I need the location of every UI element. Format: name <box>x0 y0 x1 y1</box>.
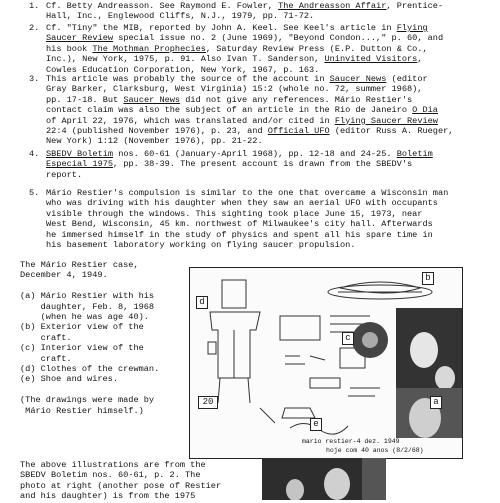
photo-caption-2: hoje com 40 anos (8/2/68) <box>326 447 424 454</box>
text-line: pp. 17-18. But Saucer News did not give any references. Mário Restier's <box>46 94 413 105</box>
text-line: Especial 1975, pp. 38-39. The present account is drawn from the SBEDV's <box>46 159 413 170</box>
text-line: West Bend, Wisconsin, 45 km. northwest of Milwaukee's city hall. Afterwards <box>46 219 433 230</box>
text-line: This article was probably the source of the account in Saucer News (editor <box>46 74 428 84</box>
footnote-text <box>46 23 469 75</box>
footnote-number: 5. <box>29 188 40 198</box>
caption-line: The above illustrations are from the <box>20 460 206 470</box>
drawings-svg <box>190 268 462 458</box>
page-number-label: 20 <box>198 396 218 409</box>
footnote-number: 2. <box>29 23 40 33</box>
caption-line: December 4, 1949. <box>20 270 108 281</box>
footnote <box>29 1 469 22</box>
caption-line: craft. <box>20 332 72 343</box>
second-photo-svg <box>262 458 386 500</box>
footnote <box>29 74 469 147</box>
text-line: of April 22, 1976, which was translated and/or cited in Flying Saucer Review <box>46 115 438 126</box>
caption-line: (e) Shoe and wires. <box>20 374 118 385</box>
footnote-text <box>46 1 469 22</box>
caption-line: Mário Restier himself.) <box>20 405 144 416</box>
text-line: SBEDV Boletim nos. 60-61 (January-April 1968), pp. 12-18 and 24-25. Boletim <box>46 149 433 159</box>
caption-line: SBEDV Boletim nos. 60-61, p. 2. The <box>20 470 201 481</box>
second-photo <box>262 458 386 500</box>
footnote <box>29 149 469 180</box>
machine-drawing <box>352 322 388 358</box>
caption-line: (a) Mário Restier with his <box>20 291 155 302</box>
caption-line: (c) Interior view of the <box>20 343 144 354</box>
footnote <box>29 188 469 250</box>
text-line: who was driving with his daughter when they saw an aerial UFO with occupants <box>46 198 438 209</box>
caption-line: (b) Exterior view of the <box>20 322 144 333</box>
caption-line: The Mário Restier case, <box>20 260 139 270</box>
label-b: b <box>422 272 434 285</box>
clothes-drawing <box>208 280 260 403</box>
label-c: c <box>342 332 354 345</box>
photo-caption-1: mario restier-4 dez. 1949 <box>302 438 400 445</box>
caption-line: photo at right (another pose of Restier <box>20 480 222 491</box>
footnote-number: 3. <box>29 74 40 84</box>
text-line: report. <box>46 169 83 180</box>
text-line: Gray Barker, Clarksburg, West Virginia) 15:2 (whole no. 72, summer 1968), <box>46 84 423 95</box>
shoe-drawing <box>260 408 348 434</box>
text-line: he immersed himself in the study of physics and spent all his spare time in <box>46 229 433 240</box>
source-caption <box>20 460 250 502</box>
craft-exterior-drawing <box>328 282 432 299</box>
footnote <box>29 23 469 75</box>
text-line: Saucer Review special issue no. 2 (June 1969), "Beyond Condon...," p. 60, and <box>46 33 444 44</box>
text-line: contact claim was also the subject of an article in the Rio de Janeiro O Dia <box>46 105 438 116</box>
text-line: New York) 1:12 (November 1976), pp. 21-22. <box>46 136 263 147</box>
caption-line: and his daughter) is from the 1975 <box>20 491 196 502</box>
footnote-text <box>46 74 469 147</box>
caption-line: (The drawings were made by <box>20 395 155 406</box>
text-line: 22:4 (published November 1976), p. 23, and Official UFO (editor Russ A. Rueger, <box>46 126 454 137</box>
caption-line: (d) Clothes of the crewman. <box>20 364 160 375</box>
text-line: Mário Restier's compulsion is similar to the one that overcame a Wisconsin man <box>46 188 449 198</box>
footnote-text <box>46 149 469 180</box>
caption-line <box>20 385 200 395</box>
label-e: e <box>310 418 322 431</box>
text-line: his basement laboratory working on flying saucer propulsion. <box>46 240 356 251</box>
illustration-figure <box>189 267 463 459</box>
text-line: Cowles Education Corporation, New York, 1967, p. 163. <box>46 64 320 75</box>
text-line: Hall, Inc., Englewood Cliffs, N.J., 1979, pp. 71-72. <box>46 11 315 22</box>
footnote-number: 4. <box>29 149 40 159</box>
footnote-number: 1. <box>29 1 40 11</box>
caption-line: (when he was age 40). <box>20 312 149 323</box>
label-a: a <box>430 396 442 409</box>
caption-line: craft. <box>20 353 72 364</box>
restier-photo <box>396 308 462 438</box>
caption-line <box>20 281 200 291</box>
label-d: d <box>196 296 208 309</box>
footnote-text <box>46 188 469 250</box>
text-line: Cf. "Tiny" the MIB, reported by John A. Keel. See Keel's article in Flying <box>46 23 428 33</box>
text-line: Cf. Betty Andreasson. See Raymond E. Fowler, The Andreasson Affair, Prentice- <box>46 1 444 11</box>
text-line: his book The Mothman Prophecies, Saturday Review Press (E.P. Dutton & Co., <box>46 43 428 54</box>
text-line: Inc.), New York, 1975, p. 91. Also Ivan T. Sanderson, Uninvited Visitors, <box>46 54 423 65</box>
text-line: visible through the windows. This sighting took place June 15, 1973, near <box>46 208 423 219</box>
caption-line: daughter, Feb. 8, 1968 <box>20 301 155 312</box>
figure-caption <box>20 260 200 416</box>
